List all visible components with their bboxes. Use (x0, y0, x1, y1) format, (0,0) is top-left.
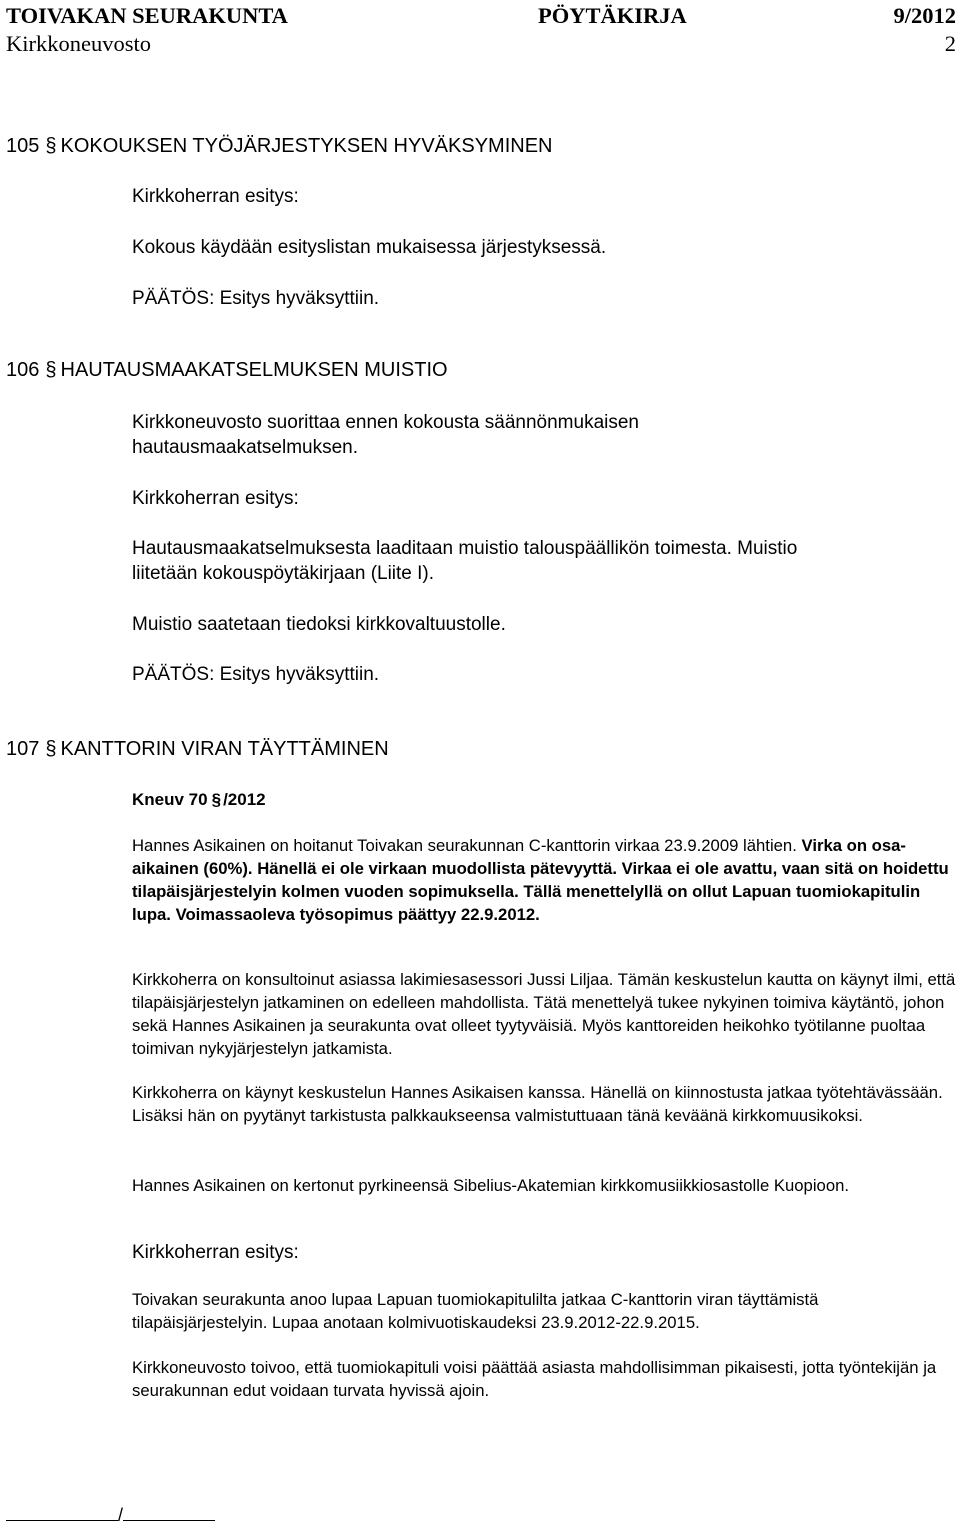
section-107-heading (6, 737, 389, 761)
section-symbol: § (45, 135, 57, 157)
paragraph-1-plain: Hannes Asikainen on hoitanut Toivakan seurakunnan C-kanttorin virkaa 23.9.2009 lähtien. (132, 836, 797, 855)
section-107-paragraph-4: Hannes Asikainen on kertonut pyrkineensä Sibelius-Akatemian kirkkomusiikkiosastolle Kuopioon. (132, 1176, 850, 1195)
page-header (6, 2, 956, 58)
signature-separator: / (118, 1505, 124, 1525)
section-106-title: HAUTAUSMAAKATSELMUKSEN MUISTIO (60, 359, 448, 381)
section-107-proposal-label: Kirkkoherran esitys: (132, 1242, 299, 1263)
section-107-number: 107 (6, 738, 40, 760)
section-105-proposal-label: Kirkkoherran esitys: (132, 186, 299, 207)
section-symbol: § (45, 738, 57, 760)
section-107-paragraph-1 (132, 834, 956, 926)
header-doc-number: 9/2012 (893, 3, 956, 28)
section-107-paragraph-2: Kirkkoherra on konsultoinut asiassa lakimiesasessori Jussi Liljaa. Tämän keskustelun kautta on käynyt ilmi, että tilapäisjärjestelyn jatkaminen on edelleen mahdollista. Tätä menettelyä tukee nykyinen toimiva käytäntö, johon sekä Hannes Asikainen ja seurakunta ovat olleet tyytyväisiä. Myös kanttoreiden heikohko työtilanne puoltaa toimivan nykyjärjestelyn jatkamista. (132, 970, 956, 1058)
paragraph-1-bold: Virka on osa-aikainen (60%). Hänellä ei ole virkaan muodollista pätevyyttä. Virkaa ei ole avattu, vaan sitä on hoidettu tilapäisjärjestelyin kolmen vuoden sopimuksella. Tällä menettelyllä on ollut Lapuan tuomiokapitulin lupa. Voimassaoleva työsopimus päättyy 22.9.2012. (132, 836, 949, 924)
section-107-proposal-paragraph-1: Toivakan seurakunta anoo lupaa Lapuan tuomiokapitulilta jatkaa C-kanttorin viran täyttämistä tilapäisjärjestelyin. Lupaa anotaan kolmivuotiskaudeksi 23.9.2012-22.9.2015. (132, 1290, 819, 1332)
section-106-proposal-label: Kirkkoherran esitys: (132, 488, 299, 509)
section-105-number: 105 (6, 135, 40, 157)
section-106-proposal-line-2: liitetään kokouspöytäkirjaan (Liite I). (132, 563, 435, 584)
header-org: TOIVAKAN SEURAKUNTA (6, 3, 288, 28)
initials-line-left[interactable] (6, 1506, 118, 1521)
reference-suffix: /2012 (223, 790, 266, 809)
signature-lines (6, 1504, 215, 1526)
section-105-decision: PÄÄTÖS: Esitys hyväksyttiin. (132, 288, 380, 309)
section-106-heading (6, 358, 448, 382)
section-106-number: 106 (6, 359, 40, 381)
section-105-proposal-text: Kokous käydään esityslistan mukaisessa järjestyksessä. (132, 237, 607, 258)
header-body: Kirkkoneuvosto (6, 31, 151, 56)
section-105-heading (6, 134, 552, 158)
section-106-proposal-line-1: Hautausmaakatselmuksesta laaditaan muistio talouspäällikön toimesta. Muistio (132, 538, 798, 559)
header-doc-type: PÖYTÄKIRJA (538, 3, 687, 28)
section-105-title: KOKOUKSEN TYÖJÄRJESTYKSEN HYVÄKSYMINEN (60, 135, 553, 157)
section-symbol: § (45, 359, 57, 381)
reference-symbol: § (211, 790, 222, 809)
section-106-intro-line-2: hautausmaakatselmuksen. (132, 437, 359, 458)
section-106-proposal-line-3: Muistio saatetaan tiedoksi kirkkovaltuustolle. (132, 614, 506, 635)
initials-line-right[interactable] (123, 1506, 215, 1521)
section-106-intro-line-1: Kirkkoneuvosto suorittaa ennen kokousta säännönmukaisen (132, 412, 639, 433)
section-107-title: KANTTORIN VIRAN TÄYTTÄMINEN (60, 738, 389, 760)
section-107-paragraph-3: Kirkkoherra on käynyt keskustelun Hannes Asikaisen kanssa. Hänellä on kiinnostusta jatkaa työtehtävässään. Lisäksi hän on pyytänyt tarkistusta palkkaukseensa valmistuttuaan tänä keväänä kirkkomuusikoksi. (132, 1083, 943, 1125)
header-row-2 (6, 30, 956, 58)
section-107-proposal-paragraph-2: Kirkkoneuvosto toivoo, että tuomiokapituli voisi päättää asiasta mahdollisimman pikaisesti, jotta työntekijän ja seurakunnan edut voidaan turvata hyvissä ajoin. (132, 1358, 937, 1400)
header-page-number: 2 (944, 31, 956, 56)
section-107-reference (132, 789, 266, 811)
reference-prefix: Kneuv 70 (132, 790, 208, 809)
section-106-decision: PÄÄTÖS: Esitys hyväksyttiin. (132, 664, 380, 685)
header-row-1 (6, 2, 956, 30)
